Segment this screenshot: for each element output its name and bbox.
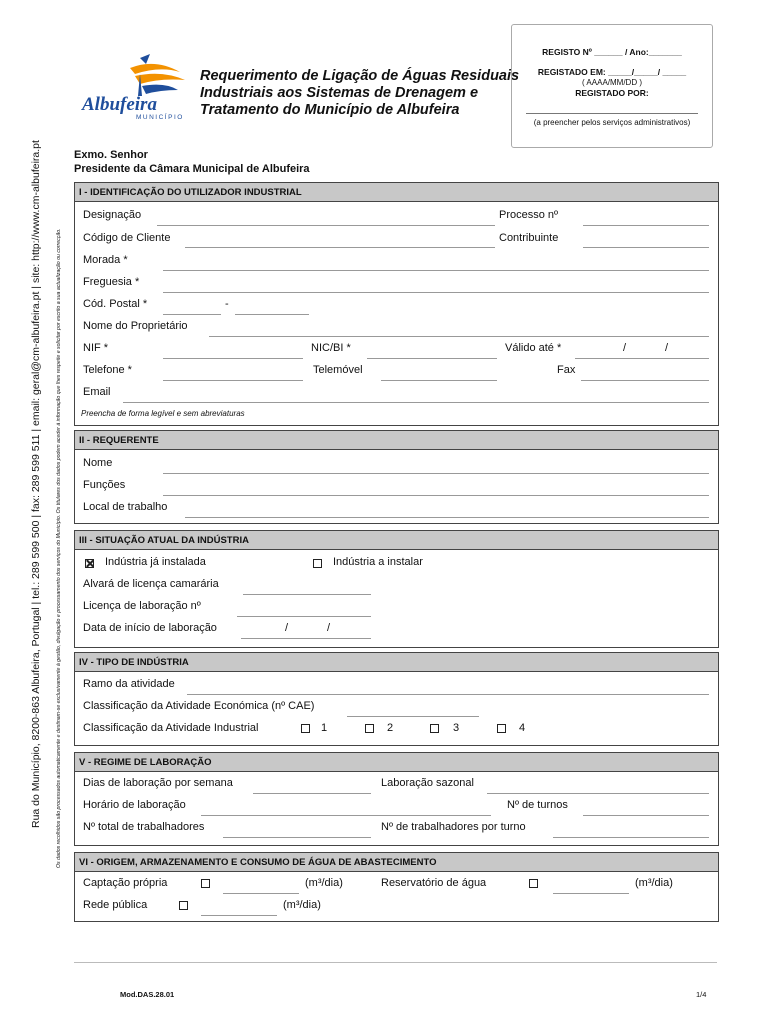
logo-sub: MUNICÍPIO	[136, 114, 184, 121]
section-header: V - REGIME DE LABORAÇÃO	[75, 753, 718, 772]
captacao-checkbox[interactable]	[201, 879, 210, 888]
codigo-cliente-label: Código de Cliente	[83, 232, 171, 244]
total-trabalhadores-label: Nº total de trabalhadores	[83, 821, 205, 833]
reservatorio-checkbox[interactable]	[529, 879, 538, 888]
data-inicio-field[interactable]	[241, 638, 371, 639]
classe-4-label: 4	[519, 722, 526, 734]
logo-name: Albufeira	[82, 94, 157, 115]
dias-label: Dias de laboração por semana	[83, 777, 233, 789]
licenca-label: Licença de laboração nº	[83, 600, 201, 612]
instalada-label: Indústria já instalada	[105, 556, 206, 568]
local-trabalho-field[interactable]	[185, 517, 709, 518]
instalada-checkbox[interactable]	[85, 559, 94, 568]
nic-label: NIC/BI *	[311, 342, 351, 354]
cod-postal-field-2[interactable]	[235, 314, 309, 315]
document-title	[200, 68, 520, 119]
captacao-label: Captação própria	[83, 877, 168, 889]
cae-field[interactable]	[347, 716, 479, 717]
contribuinte-label: Contribuinte	[499, 232, 559, 244]
a-instalar-label: Indústria a instalar	[333, 556, 423, 568]
rede-publica-unit: (m³/dia)	[283, 899, 321, 911]
registry-note: (a preencher pelos serviços administrativos)	[533, 118, 691, 127]
funcoes-label: Funções	[83, 479, 126, 491]
section-header: III - SITUAÇÃO ATUAL DA INDÚSTRIA	[75, 531, 718, 550]
codigo-cliente-field[interactable]	[185, 247, 495, 248]
sazonal-label: Laboração sazonal	[381, 777, 474, 789]
captacao-field[interactable]	[223, 893, 299, 894]
valido-field[interactable]	[575, 358, 709, 359]
horario-label: Horário de laboração	[83, 799, 186, 811]
classe-2-checkbox[interactable]	[365, 724, 374, 733]
nif-field[interactable]	[163, 358, 303, 359]
footer-divider	[74, 962, 717, 963]
reservatorio-field[interactable]	[553, 893, 629, 894]
nif-label: NIF *	[83, 342, 109, 354]
alvara-label: Alvará de licença camarária	[83, 578, 219, 590]
nome-label: Nome	[83, 457, 113, 469]
section-agua-abastecimento	[74, 852, 719, 922]
registry-box	[511, 24, 713, 148]
trabalhadores-turno-field[interactable]	[553, 837, 709, 838]
trabalhadores-turno-label: Nº de trabalhadores por turno	[381, 821, 526, 833]
dias-field[interactable]	[253, 793, 371, 794]
title-line-2: Industriais aos Sistemas de Drenagem e	[200, 85, 479, 101]
telefone-label: Telefone *	[83, 364, 132, 376]
classe-3-label: 3	[453, 722, 460, 734]
morada-label: Morada *	[83, 254, 128, 266]
valido-slash-2: /	[665, 342, 669, 354]
page-number: 1/4	[696, 990, 707, 999]
nome-field[interactable]	[163, 473, 709, 474]
processo-field[interactable]	[583, 225, 709, 226]
rede-publica-label: Rede pública	[83, 899, 148, 911]
fax-label: Fax	[557, 364, 576, 376]
classe-2-label: 2	[387, 722, 394, 734]
section-header: I - IDENTIFICAÇÃO DO UTILIZADOR INDUSTRIAL	[75, 183, 718, 202]
addressee-line-1: Exmo. Senhor	[74, 149, 148, 161]
classe-4-checkbox[interactable]	[497, 724, 506, 733]
section-header: VI - ORIGEM, ARMAZENAMENTO E CONSUMO DE ÁGUA DE ABASTECIMENTO	[75, 853, 718, 872]
ramo-field[interactable]	[187, 694, 709, 695]
morada-field[interactable]	[163, 270, 709, 271]
addressee-line-2: Presidente da Câmara Municipal de Albufeira	[74, 163, 310, 175]
title-line-3: Tratamento do Município de Albufeira	[200, 102, 460, 118]
cod-postal-label: Cód. Postal *	[83, 298, 148, 310]
turnos-label: Nº de turnos	[507, 799, 568, 811]
fax-field[interactable]	[581, 380, 709, 381]
section-header: II - REQUERENTE	[75, 431, 718, 450]
logo-swoosh-icon	[80, 50, 198, 100]
registry-date-format: ( AAAA/MM/DD )	[581, 78, 642, 87]
licenca-field[interactable]	[237, 616, 371, 617]
title-line-1: Requerimento de Ligação de Águas Residuais	[200, 68, 520, 84]
registry-by-line[interactable]	[526, 113, 698, 114]
cae-label: Classificação da Atividade Económica (nº CAE)	[83, 700, 315, 712]
cod-postal-field-1[interactable]	[163, 314, 221, 315]
rede-publica-checkbox[interactable]	[179, 901, 188, 910]
designacao-label: Designação	[83, 209, 142, 221]
turnos-field[interactable]	[583, 815, 709, 816]
valido-slash-1: /	[623, 342, 627, 354]
form-model-code: Mod.DAS.28.01	[120, 990, 175, 999]
designacao-field[interactable]	[157, 225, 495, 226]
horario-field[interactable]	[201, 815, 491, 816]
local-trabalho-label: Local de trabalho	[83, 501, 168, 513]
a-instalar-checkbox[interactable]	[313, 559, 322, 568]
valido-label: Válido até *	[505, 342, 562, 354]
albufeira-logo	[80, 50, 198, 122]
sidebar-privacy-note: Os dados recolhidos são processados automaticamente e destinam-se exclusivamente à gestão, divulgação e processamento dos serviços do Município. Os titulares dos dados podem aceder à informação que lhes respeite e solicitar por escrito a sua actualização ou correcção.	[56, 228, 62, 868]
atividade-industrial-label: Classificação da Atividade Industrial	[83, 722, 259, 734]
data-slash-2: /	[327, 622, 331, 634]
reservatorio-label: Reservatório de água	[381, 877, 487, 889]
processo-label: Processo nº	[499, 209, 559, 221]
section-tipo-industria	[74, 652, 719, 746]
funcoes-field[interactable]	[163, 495, 709, 496]
registry-by: REGISTADO POR:	[575, 88, 649, 98]
section-situacao	[74, 530, 719, 648]
rede-publica-field[interactable]	[201, 915, 277, 916]
cod-postal-dash: -	[225, 298, 229, 310]
section-requerente	[74, 430, 719, 524]
section-regime-laboracao	[74, 752, 719, 846]
freguesia-label: Freguesia *	[83, 276, 140, 288]
captacao-unit: (m³/dia)	[305, 877, 343, 889]
telefone-field[interactable]	[163, 380, 303, 381]
classe-3-checkbox[interactable]	[430, 724, 439, 733]
proprietario-field[interactable]	[209, 336, 709, 337]
section-identificacao	[74, 182, 719, 426]
nic-field[interactable]	[367, 358, 497, 359]
telemovel-field[interactable]	[381, 380, 497, 381]
registry-number: REGISTO Nº ______ / Ano:_______	[542, 47, 682, 57]
classe-1-label: 1	[321, 722, 328, 734]
email-field[interactable]	[123, 402, 709, 403]
legibility-note: Preencha de forma legível e sem abreviaturas	[81, 409, 245, 418]
email-label: Email	[83, 386, 111, 398]
addressee	[74, 148, 310, 176]
proprietario-label: Nome do Proprietário	[83, 320, 188, 332]
sidebar-address: Rua do Município, 8200-863 Albufeira, Portugal | tel.: 289 599 500 | fax: 289 599 511 | email: geral@cm-albufeira.pt | site: http://www.cm-albufeira.pt	[30, 140, 42, 828]
reservatorio-unit: (m³/dia)	[635, 877, 673, 889]
sazonal-field[interactable]	[487, 793, 709, 794]
total-trabalhadores-field[interactable]	[223, 837, 371, 838]
ramo-label: Ramo da atividade	[83, 678, 175, 690]
classe-1-checkbox[interactable]	[301, 724, 310, 733]
telemovel-label: Telemóvel	[313, 364, 363, 376]
alvara-field[interactable]	[243, 594, 371, 595]
registry-date: REGISTADO EM: _____/_____/ _____	[537, 67, 687, 77]
data-inicio-label: Data de início de laboração	[83, 622, 217, 634]
freguesia-field[interactable]	[163, 292, 709, 293]
data-slash-1: /	[285, 622, 289, 634]
contribuinte-field[interactable]	[583, 247, 709, 248]
section-header: IV - TIPO DE INDÚSTRIA	[75, 653, 718, 672]
